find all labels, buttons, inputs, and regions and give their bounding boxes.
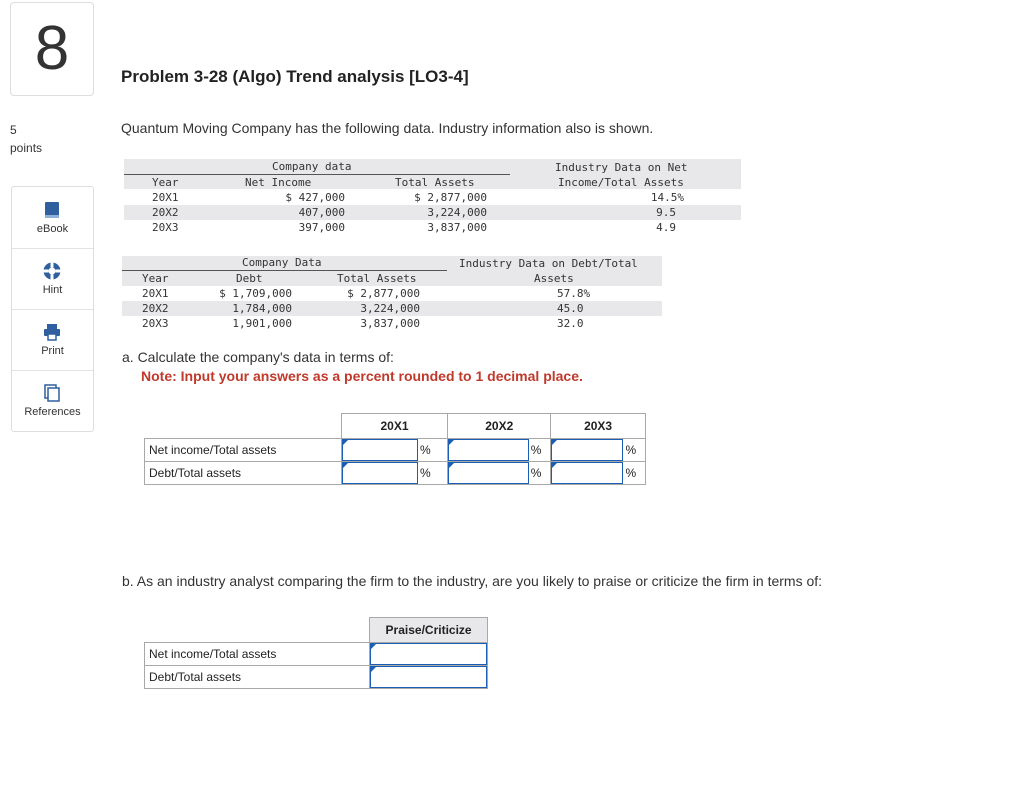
question-number: 8 bbox=[10, 2, 94, 96]
company-data-header: Company data bbox=[272, 160, 352, 173]
points-label: points bbox=[10, 141, 43, 155]
industry-header: Assets bbox=[534, 272, 574, 285]
company-data-header: Company Data bbox=[242, 256, 322, 269]
debt-cell: 1,901,000 bbox=[232, 317, 292, 330]
total-assets-cell: 3,837,000 bbox=[360, 317, 420, 330]
row-label: Net income/Total assets bbox=[145, 439, 342, 462]
part-b-answer-table bbox=[144, 617, 488, 689]
net-income-20x3-input[interactable] bbox=[551, 439, 623, 461]
part-a-note: Note: Input your answers as a percent rounded to 1 decimal place. bbox=[141, 368, 583, 384]
net-income-praise-select[interactable] bbox=[370, 643, 487, 665]
year-cell: 20X2 bbox=[152, 206, 179, 219]
industry-cell: 57.8% bbox=[557, 287, 591, 300]
industry-cell: 32.0 bbox=[557, 317, 584, 330]
year-header: Year bbox=[142, 272, 169, 285]
net-income-cell: $ 427,000 bbox=[285, 191, 345, 204]
year-cell: 20X2 bbox=[142, 302, 169, 315]
total-assets-header: Total Assets bbox=[395, 176, 475, 189]
net-income-20x1-input[interactable] bbox=[342, 439, 418, 461]
industry-cell: 14.5% bbox=[650, 191, 684, 204]
debt-cell: $ 1,709,000 bbox=[219, 287, 292, 300]
debt-20x2-input[interactable] bbox=[448, 462, 528, 484]
industry-header: Industry Data on Net bbox=[555, 161, 688, 174]
net-income-cell: 397,000 bbox=[298, 221, 345, 234]
net-income-cell: 407,000 bbox=[298, 206, 345, 219]
col-header-20x2: 20X2 bbox=[448, 414, 551, 439]
print-label: Print bbox=[41, 345, 64, 357]
tools-panel bbox=[11, 186, 94, 432]
industry-header: Income/Total Assets bbox=[558, 176, 684, 189]
ebook-icon bbox=[42, 200, 62, 220]
industry-header: Industry Data on Debt/Total bbox=[459, 257, 638, 270]
total-assets-cell: $ 2,877,000 bbox=[414, 191, 487, 204]
praise-criticize-header: Praise/Criticize bbox=[370, 618, 488, 643]
total-assets-cell: 3,837,000 bbox=[427, 221, 487, 234]
references-label: References bbox=[24, 406, 81, 418]
part-a-answer-table bbox=[144, 413, 646, 485]
industry-cell: 45.0 bbox=[557, 302, 584, 315]
percent-sign: % bbox=[623, 462, 645, 485]
percent-sign: % bbox=[418, 462, 448, 485]
hint-button[interactable] bbox=[12, 248, 93, 310]
net-income-header: Net Income bbox=[245, 176, 312, 189]
hint-label: Hint bbox=[42, 284, 63, 296]
references-button[interactable] bbox=[12, 370, 93, 431]
debt-praise-select[interactable] bbox=[370, 666, 487, 688]
industry-cell: 9.5 bbox=[656, 206, 676, 219]
debt-20x1-input[interactable] bbox=[342, 462, 418, 484]
print-icon bbox=[42, 322, 62, 342]
total-assets-cell: 3,224,000 bbox=[360, 302, 420, 315]
part-a-prompt: a. Calculate the company's data in terms of: bbox=[122, 349, 394, 365]
ebook-label: eBook bbox=[36, 223, 69, 235]
debt-20x3-input[interactable] bbox=[551, 462, 623, 484]
problem-intro: Quantum Moving Company has the following data. Industry information also is shown. bbox=[121, 120, 654, 136]
percent-sign: % bbox=[418, 439, 448, 462]
row-label: Debt/Total assets bbox=[145, 462, 342, 485]
year-cell: 20X3 bbox=[142, 317, 169, 330]
percent-sign: % bbox=[529, 462, 551, 485]
hint-icon bbox=[42, 261, 62, 281]
row-label: Debt/Total assets bbox=[145, 666, 370, 689]
year-cell: 20X1 bbox=[152, 191, 179, 204]
net-income-20x2-input[interactable] bbox=[448, 439, 528, 461]
total-assets-header: Total Assets bbox=[337, 272, 417, 285]
part-b-prompt: b. As an industry analyst comparing the firm to the industry, are you likely to praise or criticize the firm in terms of: bbox=[122, 573, 823, 589]
points-value: 5 bbox=[10, 123, 17, 137]
print-button[interactable] bbox=[12, 309, 93, 371]
industry-cell: 4.9 bbox=[656, 221, 676, 234]
percent-sign: % bbox=[623, 439, 645, 462]
ebook-button[interactable] bbox=[12, 187, 93, 249]
year-cell: 20X3 bbox=[152, 221, 179, 234]
row-label: Net income/Total assets bbox=[145, 643, 370, 666]
total-assets-cell: 3,224,000 bbox=[427, 206, 487, 219]
problem-title: Problem 3-28 (Algo) Trend analysis [LO3-4] bbox=[121, 67, 469, 86]
col-header-20x3: 20X3 bbox=[551, 414, 646, 439]
references-icon bbox=[42, 383, 62, 403]
debt-cell: 1,784,000 bbox=[232, 302, 292, 315]
percent-sign: % bbox=[529, 439, 551, 462]
year-header: Year bbox=[152, 176, 179, 189]
total-assets-cell: $ 2,877,000 bbox=[347, 287, 420, 300]
year-cell: 20X1 bbox=[142, 287, 169, 300]
debt-header: Debt bbox=[236, 272, 263, 285]
col-header-20x1: 20X1 bbox=[341, 414, 448, 439]
